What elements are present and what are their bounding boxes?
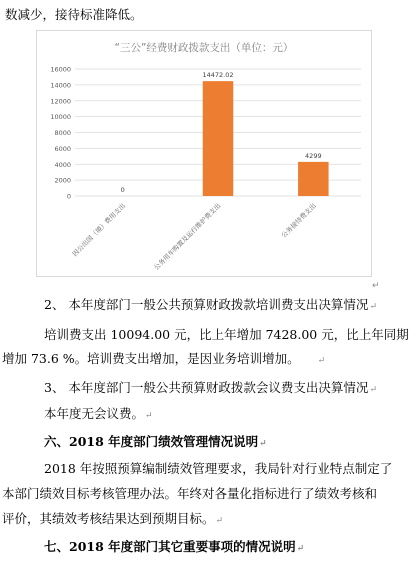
x-tick-label: 公务用车购置及运行维护费支出 <box>152 201 223 272</box>
bar <box>203 81 234 196</box>
x-tick-label: 公务接待费支出 <box>279 201 318 240</box>
y-tick-label: 8000 <box>54 129 71 137</box>
section-6-line-3-text: 评价，其绩效考核结果达到预期目标。 <box>2 511 215 526</box>
section-6-line-1 <box>44 461 392 477</box>
section-6-heading-text: 六、2018 年度部门绩效管理情况说明 <box>44 434 259 449</box>
section-6-heading: 六、2018 年度部门绩效管理情况说明↵ <box>44 434 267 449</box>
chart-return-mark: ↵ <box>372 281 380 291</box>
paragraph-2-heading-text: 2、 本年度部门一般公共预算财政拨款培训费支出决算情况 <box>44 297 369 312</box>
bar-chart <box>37 31 371 276</box>
bar-value-label: 4299 <box>305 151 322 160</box>
section-7-heading-text: 七、2018 年度部门其它重要事项的情况说明 <box>44 539 296 554</box>
section-6-line-1-text: 2018 年按照预算编制绩效管理要求，我局针对行业特点制定了 <box>44 461 393 476</box>
paragraph-3-heading-text: 3、 本年度部门一般公共预算财政拨款会议费支出决算情况 <box>44 380 369 395</box>
paragraph-3-body: 本年度无会议费。↵ <box>44 406 153 421</box>
chart-container <box>36 30 372 277</box>
text-line-top <box>5 7 143 23</box>
y-tick-label: 10000 <box>50 113 71 122</box>
section-6-line-2-text: 本部门绩效目标考核管理办法。年终对各量化指标进行了绩效考核和 <box>2 486 378 501</box>
bar-value-label: 14472.02 <box>202 71 234 80</box>
paragraph-2-heading: 2、 本年度部门一般公共预算财政拨款培训费支出决算情况↵ <box>44 297 377 312</box>
paragraph-2-line-2-text: 增加 73.6 %。培训费支出增加，是因业务培训增加。 <box>2 351 300 366</box>
section-6-line-3: 评价，其绩效考核结果达到预期目标。↵ <box>2 511 224 526</box>
y-tick-label: 0 <box>66 192 71 201</box>
paragraph-2-line-1-text: 培训费支出 10094.00 元，比上年增加 7428.00 元，比上年同期 <box>44 327 409 342</box>
paragraph-2-line-1 <box>44 327 409 343</box>
section-6-line-2 <box>2 486 377 502</box>
y-tick-label: 6000 <box>54 144 71 153</box>
paragraph-3-heading: 3、 本年度部门一般公共预算财政拨款会议费支出决算情况↵ <box>44 380 377 395</box>
paragraph-2-line-2: 增加 73.6 %。培训费支出增加，是因业务培训增加。 ↵ <box>2 351 326 366</box>
y-tick-label: 4000 <box>54 160 71 169</box>
bar <box>298 162 329 196</box>
bar-value-label: 0 <box>120 186 125 194</box>
y-tick-label: 12000 <box>50 97 71 106</box>
text-line-top-content: 数减少，接待标准降低。 <box>5 7 143 22</box>
x-tick-label: 因公出国（境）费用支出 <box>70 201 128 258</box>
y-tick-label: 2000 <box>54 176 71 185</box>
paragraph-3-body-text: 本年度无会议费。 <box>44 406 145 421</box>
y-tick-label: 14000 <box>50 81 71 90</box>
y-tick-label: 16000 <box>50 65 71 74</box>
chart-title: “三公”经费财政拨款支出（单位：元） <box>114 42 294 54</box>
section-7-heading: 七、2018 年度部门其它重要事项的情况说明↵ <box>44 539 305 554</box>
